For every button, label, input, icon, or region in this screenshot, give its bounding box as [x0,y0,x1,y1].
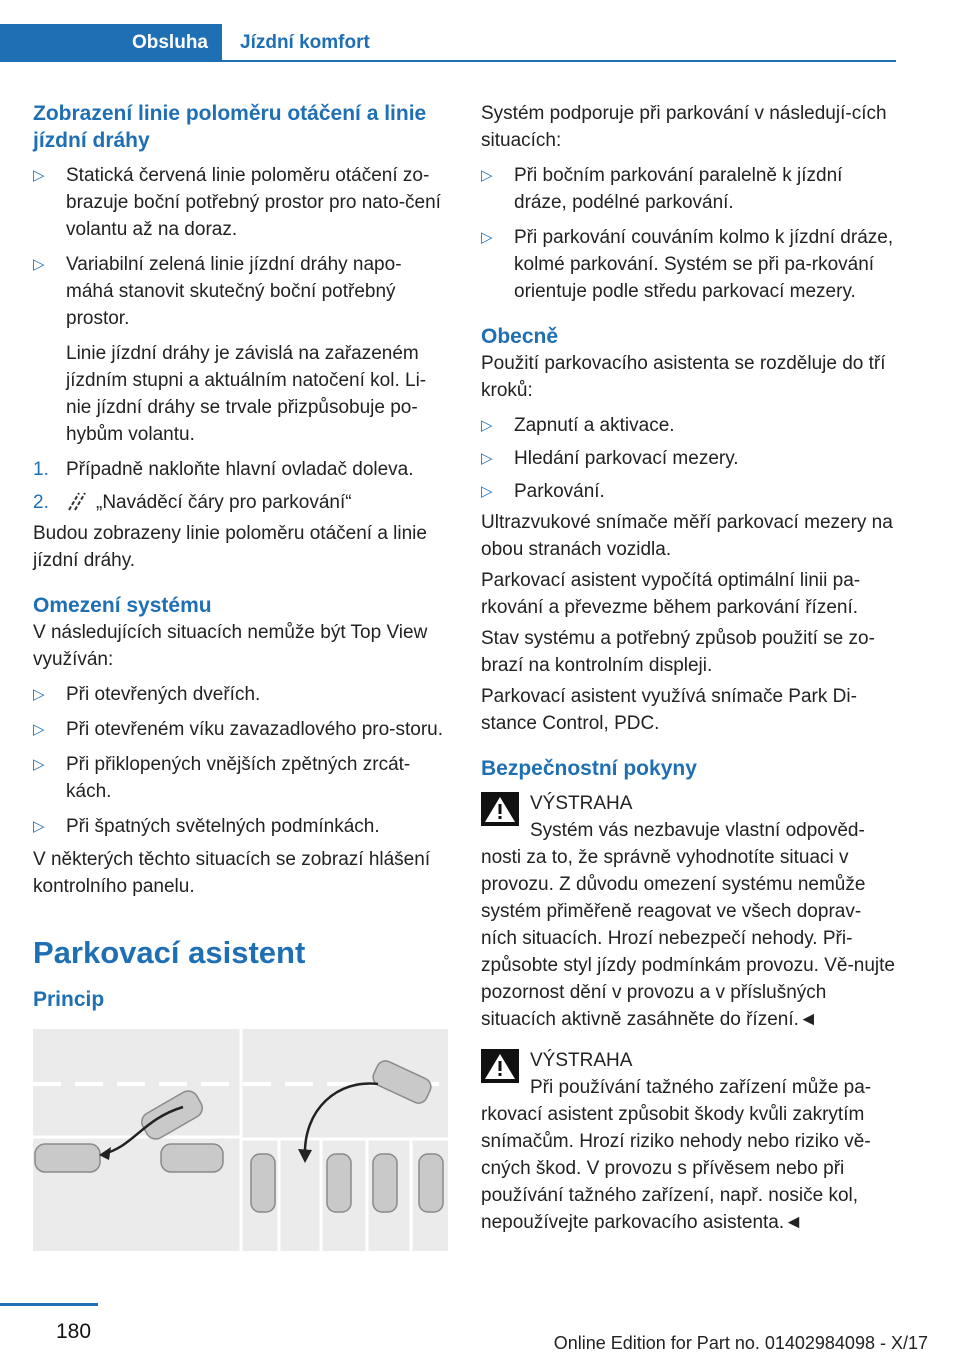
bullet-triangle-icon: ▷ [481,167,493,184]
paragraph: V následujících situacích nemůže být Top View využíván: [33,622,428,670]
step-item: 2. „Naváděcí čáry pro parkování“ [33,492,352,513]
tab-obsluha[interactable]: Obsluha [0,24,222,62]
warning-block [481,1047,896,1236]
list-item: ▷ Variabilní zelená linie jízdní dráhy napo-máhá stanovit skutečný boční potřebný prostor. [33,251,448,332]
paragraph: Stav systému a potřebný způsob použití se zo-brazí na kontrolním displeji. [481,628,875,676]
bullet-triangle-icon: ▷ [33,256,45,273]
bullet-triangle-icon: ▷ [481,229,493,246]
page-number: 180 [56,1320,92,1343]
bullet-triangle-icon: ▷ [481,417,493,434]
list-item: ▷ Při otevřených dveřích. [33,681,448,708]
online-edition-note: Online Edition for Part no. 01402984098 - X/17 [553,1333,928,1353]
heading-radius-lines: Zobrazení linie poloměru otáčení a linie jízdní dráhy [33,102,427,152]
list-item: ▷ Při špatných světelných podmínkách. [33,813,448,840]
paragraph: Parkovací asistent využívá snímače Park Di-stance Control, PDC. [481,686,857,734]
warning-block [481,790,896,1033]
paragraph: Budou zobrazeny linie poloměru otáčení a linie jízdní dráhy. [33,523,427,571]
bullet-triangle-icon: ▷ [33,818,45,835]
list-item: ▷ Statická červená linie poloměru otáčení zo-brazuje boční potřebný prostor pro nato-čení volantu až na doraz. [33,162,448,243]
parking-diagram [33,1029,448,1251]
list-item: ▷ Hledání parkovací mezery. [481,445,896,472]
warning-title: VÝSTRAHA [530,793,633,814]
heading-safety-notes: Bezpečnostní pokyny [481,757,697,780]
bullet-triangle-icon: ▷ [481,483,493,500]
list-item: ▷ Při přiklopených vnějších zpětných zrcát-kách. [33,751,448,805]
warning-triangle-icon [481,792,519,826]
left-column [33,100,448,1251]
heading-principle: Princip [33,988,105,1011]
list-item: ▷ Při parkování couváním kolmo k jízdní dráze, kolmé parkování. Systém se při pa-rkování orientuje podle středu parkovací mezery. [481,224,896,305]
list-item: ▷ Při bočním parkování paralelně k jízdní dráze, podélné parkování. [481,162,896,216]
parking-guides-icon [66,490,88,512]
paragraph: Ultrazvukové snímače měří parkovací mezery na obou stranách vozidla. [481,512,893,560]
paragraph: V některých těchto situacích se zobrazí hlášení kontrolního panelu. [33,849,431,897]
warning-triangle-icon [481,1049,519,1083]
footer-rule [0,1303,98,1306]
list-item: ▷ Parkování. [481,478,896,505]
heading-general: Obecně [481,325,559,348]
list-item: ▷ Při otevřeném víku zavazadlového pro-storu. [33,716,448,743]
warning-text: Systém vás nezbavuje vlastní odpověd-nosti za to, že správně vyhodnotíte situaci v provozu. Z důvodu omezení systému nemůže systém přiměřeně reagovat ve všech doprav-ních situacích. Hrozí nebezpečí nehody. Při-způsobte styl jízdy podmínkám provozu. Vě-nujte pozornost dění v provozu a v příslušných situacích aktivně zasáhněte do řízení.◄ [481,820,895,1030]
bullet-triangle-icon: ▷ [481,450,493,467]
bullet-triangle-icon: ▷ [33,721,45,738]
paragraph: Použití parkovacího asistenta se rozděluje do tří kroků: [481,353,886,401]
tab-jizdni-komfort[interactable]: Jízdní komfort [240,32,370,53]
right-column [481,100,896,1236]
header-divider [0,60,896,62]
warning-title: VÝSTRAHA [530,1050,633,1071]
step-item: 1. Případně nakloňte hlavní ovladač doleva. [33,459,414,480]
paragraph: Systém podporuje při parkování v následují-cích situacích: [481,103,887,151]
list-item: ▷ Zapnutí a aktivace. [481,412,896,439]
bullet-triangle-icon: ▷ [33,167,45,184]
page-header [0,0,896,62]
bullet-triangle-icon: ▷ [33,756,45,773]
heading-system-limits: Omezení systému [33,594,212,617]
parking-illustration [33,1029,448,1251]
bullet-triangle-icon: ▷ [33,686,45,703]
warning-text: Při používání tažného zařízení může pa-rkovací asistent způsobit škody kvůli zakrytím snímačům. Hrozí riziko nehody nebo riziko vě-cných škod. V provozu s přívěsem nebo při používání tažného zařízení, např. nosiče kol, nepoužívejte parkovacího asistenta.◄ [481,1077,872,1233]
list-item-continuation: Linie jízdní dráhy je závislá na zařazeném jízdním stupni a aktuálním natočení kol. Li-nie jízdní dráhy se trvale přizpůsobuje po-hybům volantu. [66,343,427,445]
section-title-parking-assistant: Parkovací asistent [33,935,306,970]
paragraph: Parkovací asistent vypočítá optimální linii pa-rkování a převezme během parkování řízení. [481,570,861,618]
